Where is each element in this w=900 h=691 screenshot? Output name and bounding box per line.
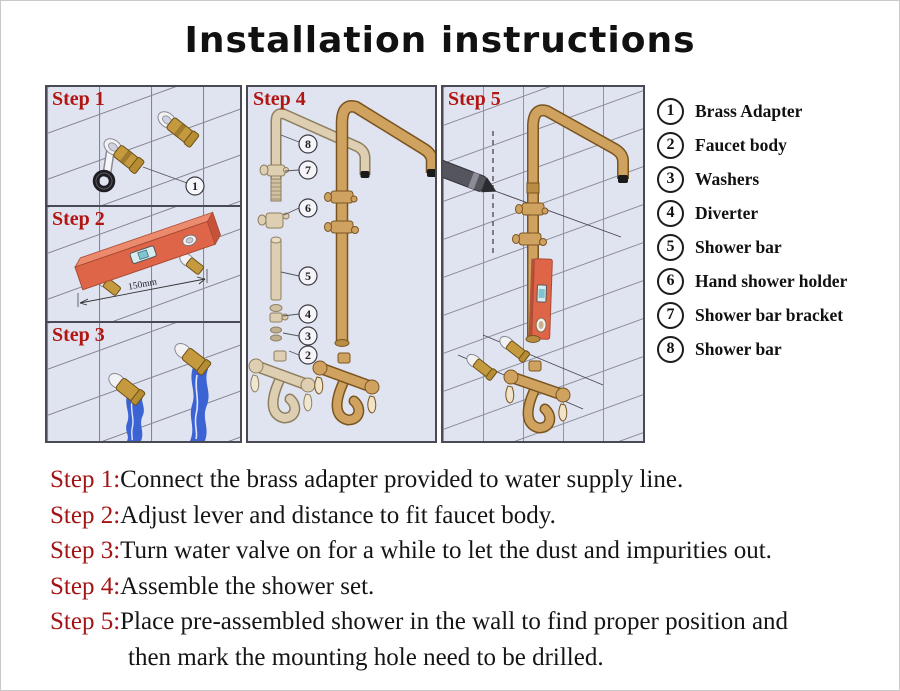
legend-item-2 <box>657 128 895 162</box>
step4-panel <box>246 85 437 443</box>
legend-label: Shower bar <box>695 338 782 359</box>
step1-caption: Step 1 <box>52 88 105 110</box>
step2-label: Step 2: <box>50 501 121 529</box>
legend-label: Shower bar <box>695 236 782 257</box>
legend-item-7 <box>657 298 895 332</box>
step4-text: Assemble the shower set. <box>120 572 375 600</box>
legend-num-circle: 4 <box>657 200 684 227</box>
step3-instruction <box>50 533 880 569</box>
step2-panel <box>47 207 240 323</box>
step4-caption: Step 4 <box>253 88 306 110</box>
legend-item-5 <box>657 230 895 264</box>
step1-part-ref: 1 <box>192 179 198 194</box>
step4-part-ref-7: 7 <box>305 163 311 178</box>
legend-num-circle: 5 <box>657 234 684 261</box>
steps-text-block <box>50 462 880 676</box>
page-title: Installation instructions <box>184 20 696 61</box>
legend-label: Hand shower holder <box>695 270 848 291</box>
step1-text: Connect the brass adapter provided to water supply line. <box>120 466 684 493</box>
legend-item-1 <box>657 94 895 128</box>
step5-panel <box>441 85 645 443</box>
step2-instruction <box>50 498 880 534</box>
legend-num-circle: 1 <box>657 98 684 125</box>
step3-caption: Step 3 <box>52 324 105 346</box>
step1-label: Step 1: <box>50 466 121 493</box>
step4-label: Step 4: <box>50 572 121 600</box>
step2-text: Adjust lever and distance to fit faucet body. <box>120 501 556 529</box>
step4-part-ref-4: 4 <box>305 307 311 322</box>
step4-part-ref-3: 3 <box>305 329 311 344</box>
step1-instruction <box>50 462 880 498</box>
legend-label: Washers <box>695 168 760 189</box>
legend-num-circle: 6 <box>657 268 684 295</box>
legend-item-3 <box>657 162 895 196</box>
step5-instruction-cont: then mark the mounting hole need to be drilled. <box>128 643 604 671</box>
step3-label: Step 3: <box>50 537 121 565</box>
step4-illustration <box>248 87 435 441</box>
step5-instruction <box>50 604 880 640</box>
panel-steps-1-2-3 <box>45 85 242 443</box>
step1-panel <box>47 87 240 207</box>
step5-label: Step 5: <box>50 608 121 636</box>
step3-panel <box>47 323 240 441</box>
legend-label: Brass Adapter <box>695 100 803 121</box>
step4-part-ref-6: 6 <box>305 201 311 216</box>
step4-part-ref-8: 8 <box>305 137 311 152</box>
step3-text: Turn water valve on for a while to let the dust and impurities out. <box>120 537 772 565</box>
step5-text: Place pre-assembled shower in the wall to find proper position and <box>120 608 789 636</box>
legend-num-circle: 3 <box>657 166 684 193</box>
legend-num-circle: 7 <box>657 302 684 329</box>
legend-label: Faucet body <box>695 134 787 155</box>
legend-item-4 <box>657 196 895 230</box>
step2-caption: Step 2 <box>52 208 105 230</box>
legend-num-circle: 8 <box>657 336 684 363</box>
legend-label: Diverter <box>695 202 759 223</box>
legend-num-circle: 2 <box>657 132 684 159</box>
step5-illustration <box>443 87 643 441</box>
step4-part-ref-2: 2 <box>305 348 311 363</box>
step4-part-ref-5: 5 <box>305 269 311 284</box>
legend-item-8 <box>657 332 895 366</box>
legend-item-6 <box>657 264 895 298</box>
parts-legend <box>657 94 895 366</box>
step4-instruction <box>50 569 880 605</box>
step5-caption: Step 5 <box>448 88 501 110</box>
legend-label: Shower bar bracket <box>695 304 844 325</box>
step2-dimension-label: 150mm <box>127 277 158 293</box>
